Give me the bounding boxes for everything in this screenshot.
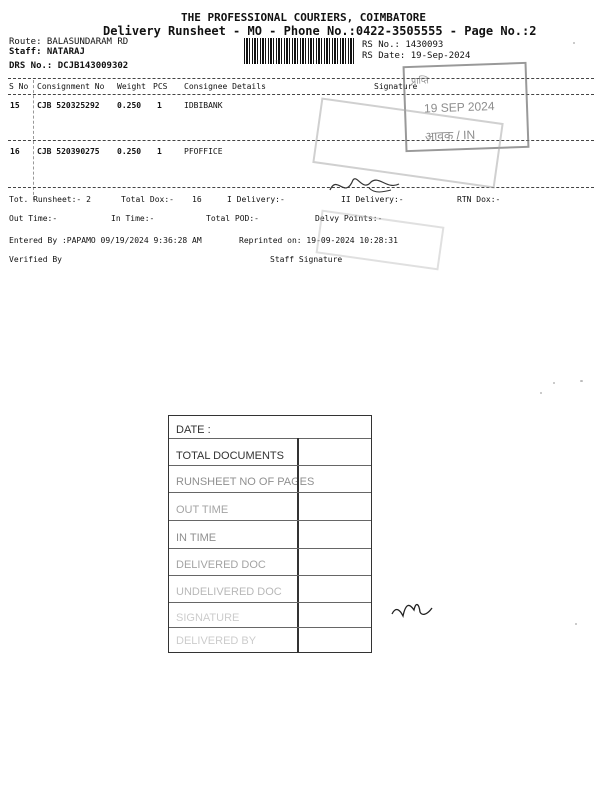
delvy-points: Delvy Points:- — [315, 214, 383, 223]
col-sno: S No — [9, 82, 29, 91]
row-rule — [8, 187, 594, 188]
form-row-divider — [169, 575, 371, 576]
form-row-divider — [169, 627, 371, 628]
signature — [325, 170, 415, 202]
scan-noise — [580, 380, 583, 382]
total-pod: Total POD:- — [206, 214, 259, 223]
row-weight: 0.250 — [117, 101, 142, 110]
row-consignee: IDBIBANK — [184, 101, 223, 110]
row-weight: 0.250 — [117, 147, 142, 156]
form-row-divider — [169, 602, 371, 603]
scan-noise — [553, 382, 555, 384]
form-row-divider — [169, 520, 371, 521]
col-pcs: PCS — [153, 82, 168, 91]
form-runsheet-pages-label: RUNSHEET NO OF PAGES — [176, 476, 315, 488]
form-vertical-divider — [297, 438, 299, 652]
total-dox: Total Dox:- — [121, 195, 174, 204]
in-time: In Time:- — [111, 214, 155, 223]
tot-runsheet: Tot. Runsheet:- 2 — [9, 195, 91, 204]
row-pcs: 1 — [157, 101, 162, 110]
form-row-divider — [169, 548, 371, 549]
form-row-divider — [169, 465, 371, 466]
row-consignment: CJB 520390275 — [37, 147, 100, 156]
barcode — [244, 38, 356, 64]
stamp-in-text: आवक / IN — [424, 127, 476, 144]
row-pcs: 1 — [157, 147, 162, 156]
form-delivered-doc-label: DELIVERED DOC — [176, 559, 266, 571]
form-total-documents-label: TOTAL DOCUMENTS — [176, 450, 284, 462]
form-row-divider — [169, 438, 371, 439]
form-in-time-label: IN TIME — [176, 532, 217, 544]
form-date-label: DATE : — [176, 424, 211, 436]
form-out-time-label: OUT TIME — [176, 504, 229, 516]
rtn-dox: RTN Dox:- — [457, 195, 501, 204]
col-consignee: Consignee Details — [184, 82, 266, 91]
scan-noise — [540, 392, 542, 394]
company-name: THE PROFESSIONAL COURIERS, COIMBATORE — [181, 11, 427, 24]
col-consignment: Consignment No — [37, 82, 105, 91]
reprinted-on: Reprinted on: 19-09-2024 10:28:31 — [239, 236, 398, 245]
row-consignment: CJB 520325292 — [37, 101, 100, 110]
form-row-divider — [169, 492, 371, 493]
total-dox-value: 16 — [192, 195, 202, 204]
route-label: Route: BALASUNDARAM RD — [9, 37, 129, 47]
row-sno: 15 — [10, 101, 20, 110]
ii-delivery: II Delivery:- — [341, 195, 404, 204]
stamp-date: 19 SEP 2024 — [423, 99, 495, 116]
handwritten-initials — [388, 596, 436, 626]
rs-date: RS Date: 19-Sep-2024 — [362, 51, 471, 61]
drs-number: DRS No.: DCJB143009302 — [9, 61, 129, 71]
out-time: Out Time:- — [9, 214, 58, 223]
date-stamp: प्राप्ति 19 SEP 2024 आवक / IN — [403, 62, 530, 152]
staff-label: Staff: NATARAJ — [9, 47, 85, 57]
form-undelivered-doc-label: UNDELIVERED DOC — [176, 586, 282, 598]
row-consignee: PFOFFICE — [184, 147, 223, 156]
rs-number: RS No.: 1430093 — [362, 40, 444, 50]
scan-noise — [573, 42, 575, 44]
col-weight: Weight — [117, 82, 146, 91]
runsheet-title: Delivery Runsheet - MO - Phone No.:0422-3505555 - Page No.:2 — [103, 24, 537, 38]
scan-noise — [575, 623, 577, 625]
col-signature: Signature — [374, 82, 418, 91]
form-delivered-by-label: DELIVERED BY — [176, 635, 257, 647]
row-sno: 16 — [10, 147, 20, 156]
form-signature-label: SIGNATURE — [176, 612, 240, 624]
verified-by: Verified By — [9, 255, 62, 264]
i-delivery: I Delivery:- — [227, 195, 285, 204]
delivery-record-form — [168, 415, 372, 653]
entered-by: Entered By :PAPAMO 09/19/2024 9:36:28 AM — [9, 236, 202, 245]
staff-signature: Staff Signature — [270, 255, 343, 264]
